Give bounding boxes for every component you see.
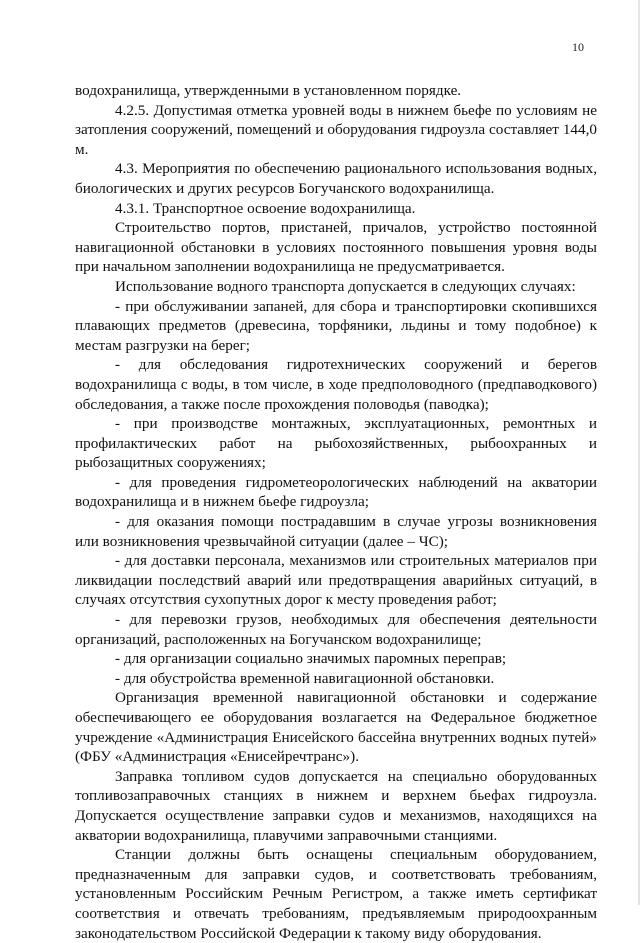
paragraph: - для организации социально значимых паромных переправ; xyxy=(115,650,507,668)
paragraph: - для перевозки грузов, необходимых для обеспечения деятельности организаций, расположенных на Богучанском водохранилище; xyxy=(75,611,597,648)
paragraph: - для проведения гидрометеорологических наблюдений на акватории водохранилища и в нижнем бьефе гидроузла; xyxy=(75,473,597,511)
paragraph: Строительство портов, пристаней, причалов, устройство постоянной навигационной обстановки в условиях постоянного повышения уровня воды при начальном заполнении водохранилища не предусматривается. xyxy=(75,219,597,276)
paragraph: 4.2.5. Допустимая отметка уровней воды в нижнем бьефе по условиям не затопления сооружений, помещений и оборудования гидроузла составляет 144,0 м. xyxy=(75,101,597,158)
paragraph: - для обследования гидротехнических сооружений и берегов водохранилища с воды, в том числе, в ходе предполоводного (предпаводкового) обследования, а также после прохождения половодья (паводка); xyxy=(75,356,597,413)
paragraph: Станции должны быть оснащены специальным оборудованием, предназначенным для заправки судов, и соответствовать требованиям, установленным Российским Речным Регистром, а также иметь сертификат соответствия и отвечать требованиям, предъявляемым природоохранным законодательством Российской Федерации к такому виду оборудования. xyxy=(75,846,597,942)
paragraph: Заправка топливом судов допускается на специально оборудованных топливозаправочных станциях в нижнем и верхнем бьефах гидроузла. Допускается осуществление заправки судов и механизмов, находящихся на акватории водохранилища, плавучими заправочными станциями. xyxy=(75,767,597,844)
paragraph: 4.3. Мероприятия по обеспечению рационального использования водных, биологических и других ресурсов Богучанского водохранилища. xyxy=(75,160,597,197)
paragraph: - для оказания помощи пострадавшим в случае угрозы возникновения или возникновения чрезвычайной ситуации (далее – ЧС); xyxy=(75,513,597,550)
paragraph: 4.3.1. Транспортное освоение водохранилища. xyxy=(115,199,416,217)
document-body xyxy=(75,81,597,943)
paragraph: - при обслуживании запаней, для сбора и транспортировки скопившихся плавающих предметов (древесина, торфяники, льдины и тому подобное) к местам разгрузки на берег; xyxy=(75,297,597,354)
paragraph: - для доставки персонала, механизмов или строительных материалов при ликвидации последствий аварий или предотвращения аварийных ситуаций, в случаях отсутствия сухопутных дорог к месту проведения работ; xyxy=(75,552,597,609)
paragraph: Использование водного транспорта допускается в следующих случаях: xyxy=(115,277,576,295)
paragraph: - при производстве монтажных, эксплуатационных, ремонтных и профилактических работ на рыбохозяйственных, рыбоохранных и рыбозащитных сооружениях; xyxy=(75,415,597,472)
paragraph: водохранилища, утвержденными в установленном порядке. xyxy=(75,82,462,99)
paragraph: Организация временной навигационной обстановки и содержание обеспечивающего ее оборудования возлагается на Федеральное бюджетное учреждение «Администрация Енисейского бассейна внутренних водных путей» (ФБУ «Администрация «Енисейречтранс»). xyxy=(75,689,597,766)
paragraph: - для обустройства временной навигационной обстановки. xyxy=(115,669,495,687)
page-number: 10 xyxy=(572,40,584,54)
